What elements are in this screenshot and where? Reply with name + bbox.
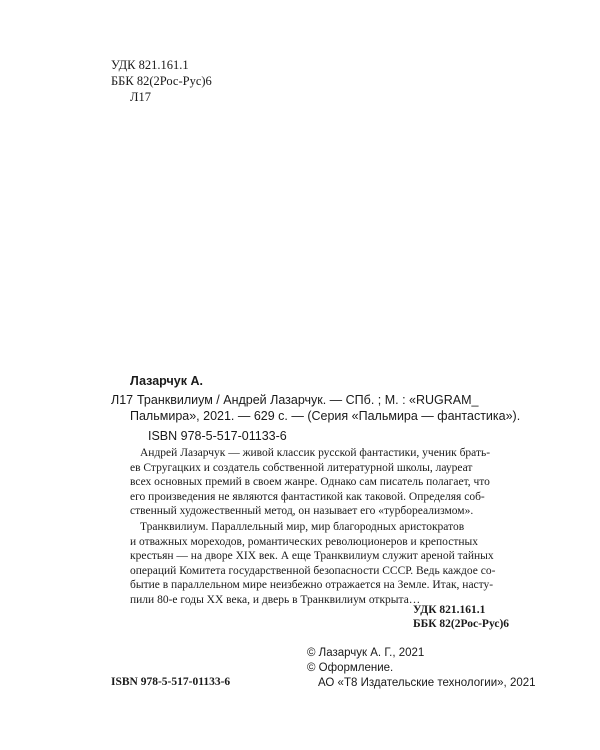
udk-code-bottom: УДК 821.161.1 (413, 604, 486, 616)
author-heading: Лазарчук А. (130, 374, 203, 388)
bbk-code-bottom: ББК 82(2Рос-Рус)6 (413, 618, 510, 630)
annotation-line: Транквилиум. Параллельный мир, мир благородных аристократов (140, 521, 465, 533)
copyright-author: © Лазарчук А. Г., 2021 (307, 647, 425, 659)
annotation-line: крестьян — на дворе XIX век. А еще Транквилиум служит ареной тайных (130, 550, 494, 563)
author-mark-top: Л17 (130, 90, 151, 104)
annotation-line: его произведения не являются фантастикой как таковой. Определяя соб- (130, 490, 485, 503)
copyright-design: © Оформление. (307, 662, 394, 674)
annotation-line: ственный художественный метод, он называет его «турбореализмом». (130, 505, 474, 518)
annotation-paragraph-1 (130, 446, 512, 519)
bbk-code-top: ББК 82(2Рос-Рус)6 (111, 74, 212, 88)
isbn-card: ISBN 978-5-517-01133-6 (148, 429, 287, 443)
title-line-2: Пальмира», 2021. — 629 с. — (Серия «Пальмира — фантастика»). (130, 409, 521, 423)
annotation-line: всех основных премий в своем жанре. Однако сам писатель полагает, что (130, 476, 490, 489)
isbn-bottom: ISBN 978-5-517-01133-6 (111, 676, 231, 688)
annotation-line: Андрей Лазарчук — живой классик русской фантастики, ученик брать- (140, 447, 491, 459)
udk-code-top: УДК 821.161.1 (111, 58, 189, 72)
author-mark: Л17 (111, 393, 134, 407)
annotation-line: бытие в параллельном мире неизбежно отражается на Земле. Итак, насту- (130, 579, 494, 592)
title-line-1: Транквилиум / Андрей Лазарчук. — СПб. ; М. : «RUGRAM_ (137, 393, 479, 407)
annotation-line: и отважных мореходов, романтических революционеров и крепостных (130, 535, 478, 548)
annotation-line: пили 80-е годы XX века, и дверь в Транквилиум открыта… (130, 593, 421, 606)
annotation-line: операций Комитета государственной безопасности СССР. Ведь каждое со- (130, 564, 496, 577)
annotation-paragraph-2 (130, 520, 512, 608)
copyright-publisher: АО «Т8 Издательские технологии», 2021 (318, 677, 536, 689)
annotation-line: ев Стругацких и создатель собственной литературной школы, лауреат (130, 461, 473, 474)
